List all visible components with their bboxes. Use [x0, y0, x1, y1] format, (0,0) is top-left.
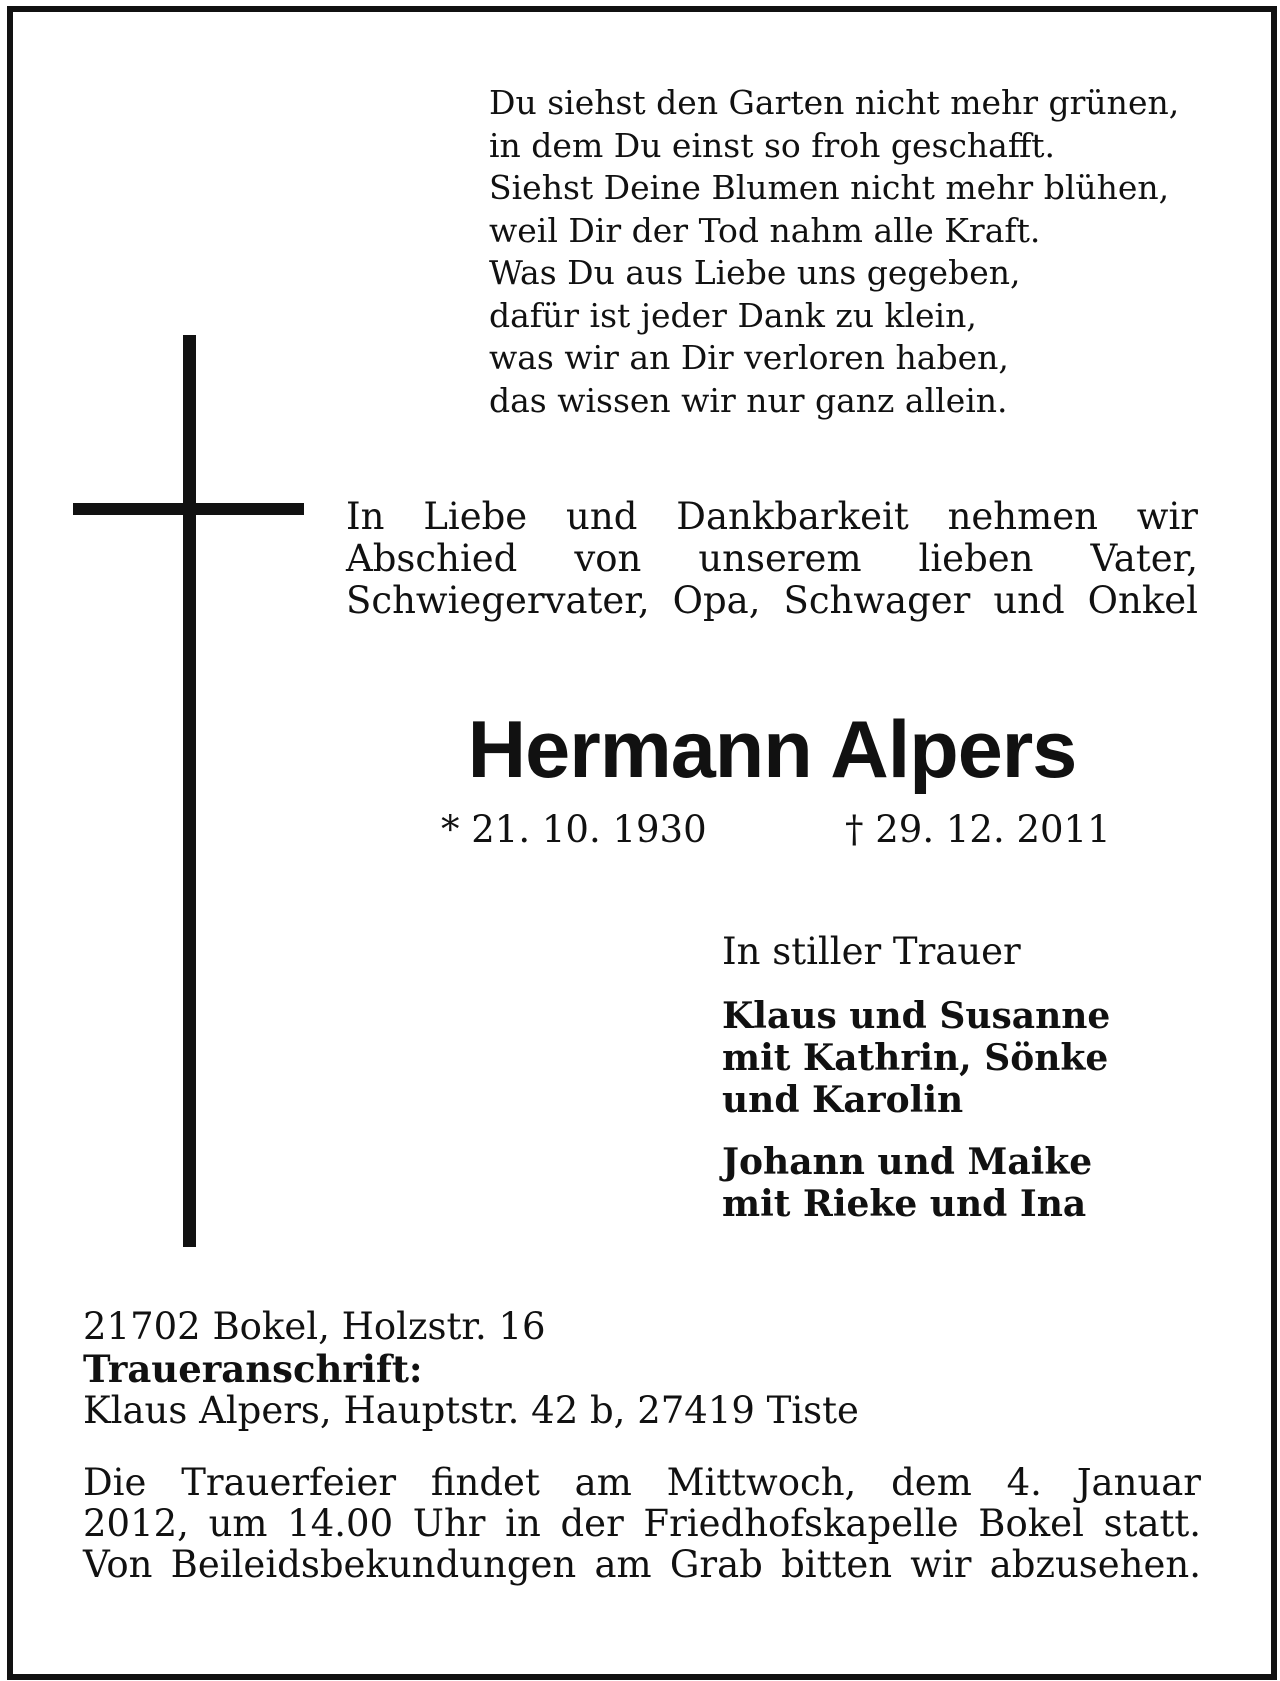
farewell-intro — [346, 496, 1198, 622]
home-address: 21702 Bokel, Holzstr. 16 — [83, 1305, 546, 1348]
ceremony-info — [83, 1462, 1201, 1585]
deceased-name: Hermann Alpers — [467, 705, 1077, 795]
address-block — [83, 1306, 1203, 1432]
ceremony-line: 2012, um 14.00 Uhr in der Friedhofskapelle Bokel statt. — [83, 1502, 1201, 1545]
cross-vertical-bar — [183, 335, 196, 1247]
ceremony-line: Von Beileidsbekundungen am Grab bitten wir abzusehen. — [83, 1543, 1201, 1586]
farewell-intro-line: Abschied von unserem lieben Vater, — [346, 537, 1198, 580]
birth-date: * 21. 10. 1930 — [441, 808, 707, 851]
farewell-intro-line: In Liebe und Dankbarkeit nehmen wir — [346, 495, 1198, 538]
memorial-poem: Du siehst den Garten nicht mehr grünen, in dem Du einst so froh geschafft. Siehst Deine Blumen nicht mehr blühen, weil Dir der Tod nahm alle Kraft. Was Du aus Liebe uns gegeben, dafür ist jeder Dank zu klein, was wir an Dir verloren haben, das wissen wir nur ganz allein. — [489, 83, 1180, 420]
mourning-heading: In stiller Trauer — [722, 930, 1021, 973]
farewell-intro-line: Schwiegervater, Opa, Schwager und Onkel — [346, 579, 1198, 622]
death-date: † 29. 12. 2011 — [845, 808, 1111, 851]
mourning-address: Klaus Alpers, Hauptstr. 42 b, 27419 Tiste — [83, 1389, 859, 1432]
cross-horizontal-bar — [73, 503, 304, 515]
mourning-address-label: Traueranschrift: — [83, 1347, 423, 1391]
ceremony-line: Die Trauerfeier findet am Mittwoch, dem 4. Januar — [83, 1461, 1201, 1504]
mourner-group: Klaus und Susanne mit Kathrin, Sönke und Karolin — [722, 995, 1111, 1121]
mourner-group: Johann und Maike mit Rieke und Ina — [722, 1141, 1093, 1225]
